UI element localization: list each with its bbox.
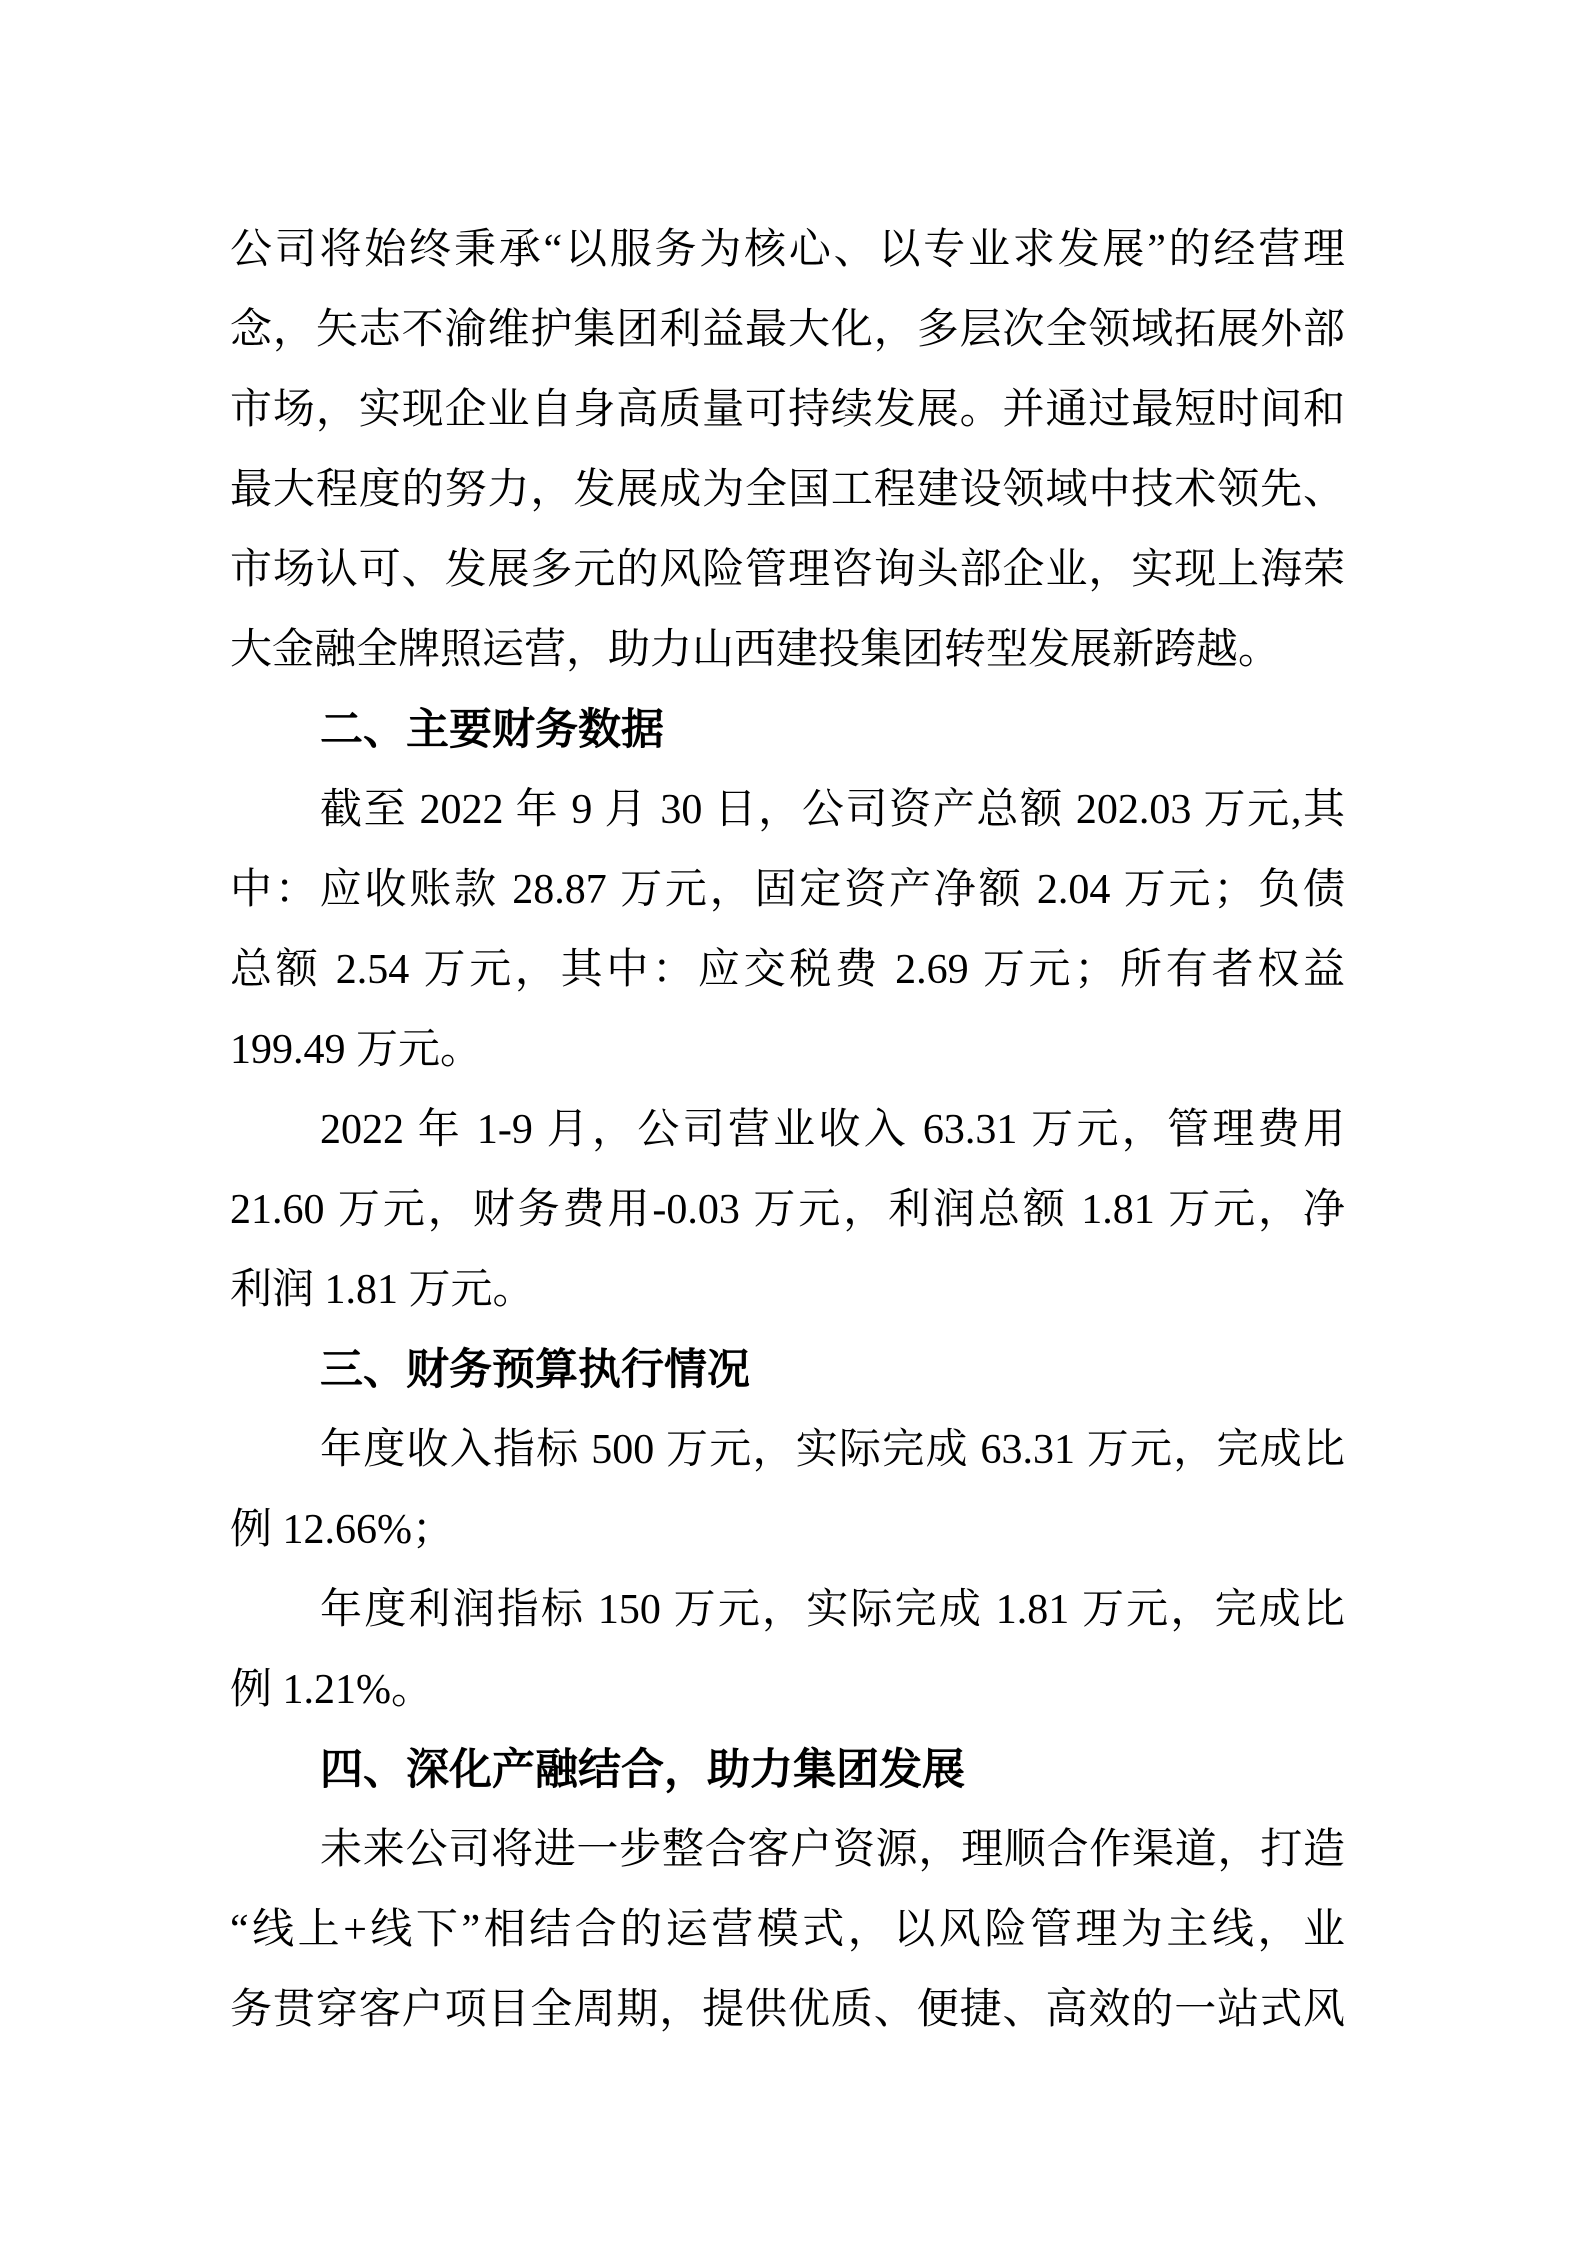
paragraph — [230, 1570, 1345, 1730]
text-line: 例 12.66%； — [230, 1507, 454, 1553]
document-content — [230, 210, 1345, 2050]
section-heading — [230, 1330, 1345, 1410]
text-line: 二、主要财务数据 — [320, 706, 664, 754]
text-line: 年度收入指标 500 万元，实际完成 63.31 万元，完成比 — [320, 1427, 1345, 1473]
text-line: 公司将始终秉承“以服务为核心、以专业求发展”的经营理 — [230, 227, 1345, 273]
text-line: “线上+线下”相结合的运营模式，以风险管理为主线，业 — [230, 1907, 1345, 1953]
text-line: 2022 年 1-9 月，公司营业收入 63.31 万元，管理费用 — [320, 1107, 1345, 1153]
text-line: 三、财务预算执行情况 — [320, 1346, 750, 1394]
paragraph — [230, 1410, 1345, 1570]
text-line: 例 1.21%。 — [230, 1667, 433, 1713]
paragraph — [230, 770, 1345, 1090]
text-line: 念，矢志不渝维护集团利益最大化，多层次全领域拓展外部 — [230, 307, 1345, 353]
paragraph — [230, 1810, 1345, 2050]
section-heading — [230, 1730, 1345, 1810]
text-line: 大金融全牌照运营，助力山西建投集团转型发展新跨越。 — [230, 627, 1281, 673]
text-line: 21.60 万元，财务费用-0.03 万元，利润总额 1.81 万元，净 — [230, 1187, 1345, 1233]
text-line: 年度利润指标 150 万元，实际完成 1.81 万元，完成比 — [320, 1587, 1345, 1633]
paragraph — [230, 1090, 1345, 1330]
text-line: 四、深化产融结合，助力集团发展 — [320, 1746, 965, 1794]
text-line: 总额 2.54 万元，其中：应交税费 2.69 万元；所有者权益 — [230, 947, 1345, 993]
text-line: 市场认可、发展多元的风险管理咨询头部企业，实现上海荣 — [230, 547, 1345, 593]
text-line: 市场，实现企业自身高质量可持续发展。并通过最短时间和 — [230, 387, 1345, 433]
text-line: 未来公司将进一步整合客户资源，理顺合作渠道，打造 — [320, 1827, 1345, 1873]
text-line: 利润 1.81 万元。 — [230, 1267, 535, 1313]
paragraph — [230, 210, 1345, 690]
text-line: 中：应收账款 28.87 万元，固定资产净额 2.04 万元；负债 — [230, 867, 1345, 913]
text-line: 199.49 万元。 — [230, 1027, 483, 1073]
text-line: 截至 2022 年 9 月 30 日，公司资产总额 202.03 万元,其 — [320, 787, 1345, 833]
section-heading — [230, 690, 1345, 770]
text-line: 最大程度的努力，发展成为全国工程建设领域中技术领先、 — [230, 467, 1345, 513]
text-line: 务贯穿客户项目全周期，提供优质、便捷、高效的一站式风 — [230, 1987, 1345, 2033]
